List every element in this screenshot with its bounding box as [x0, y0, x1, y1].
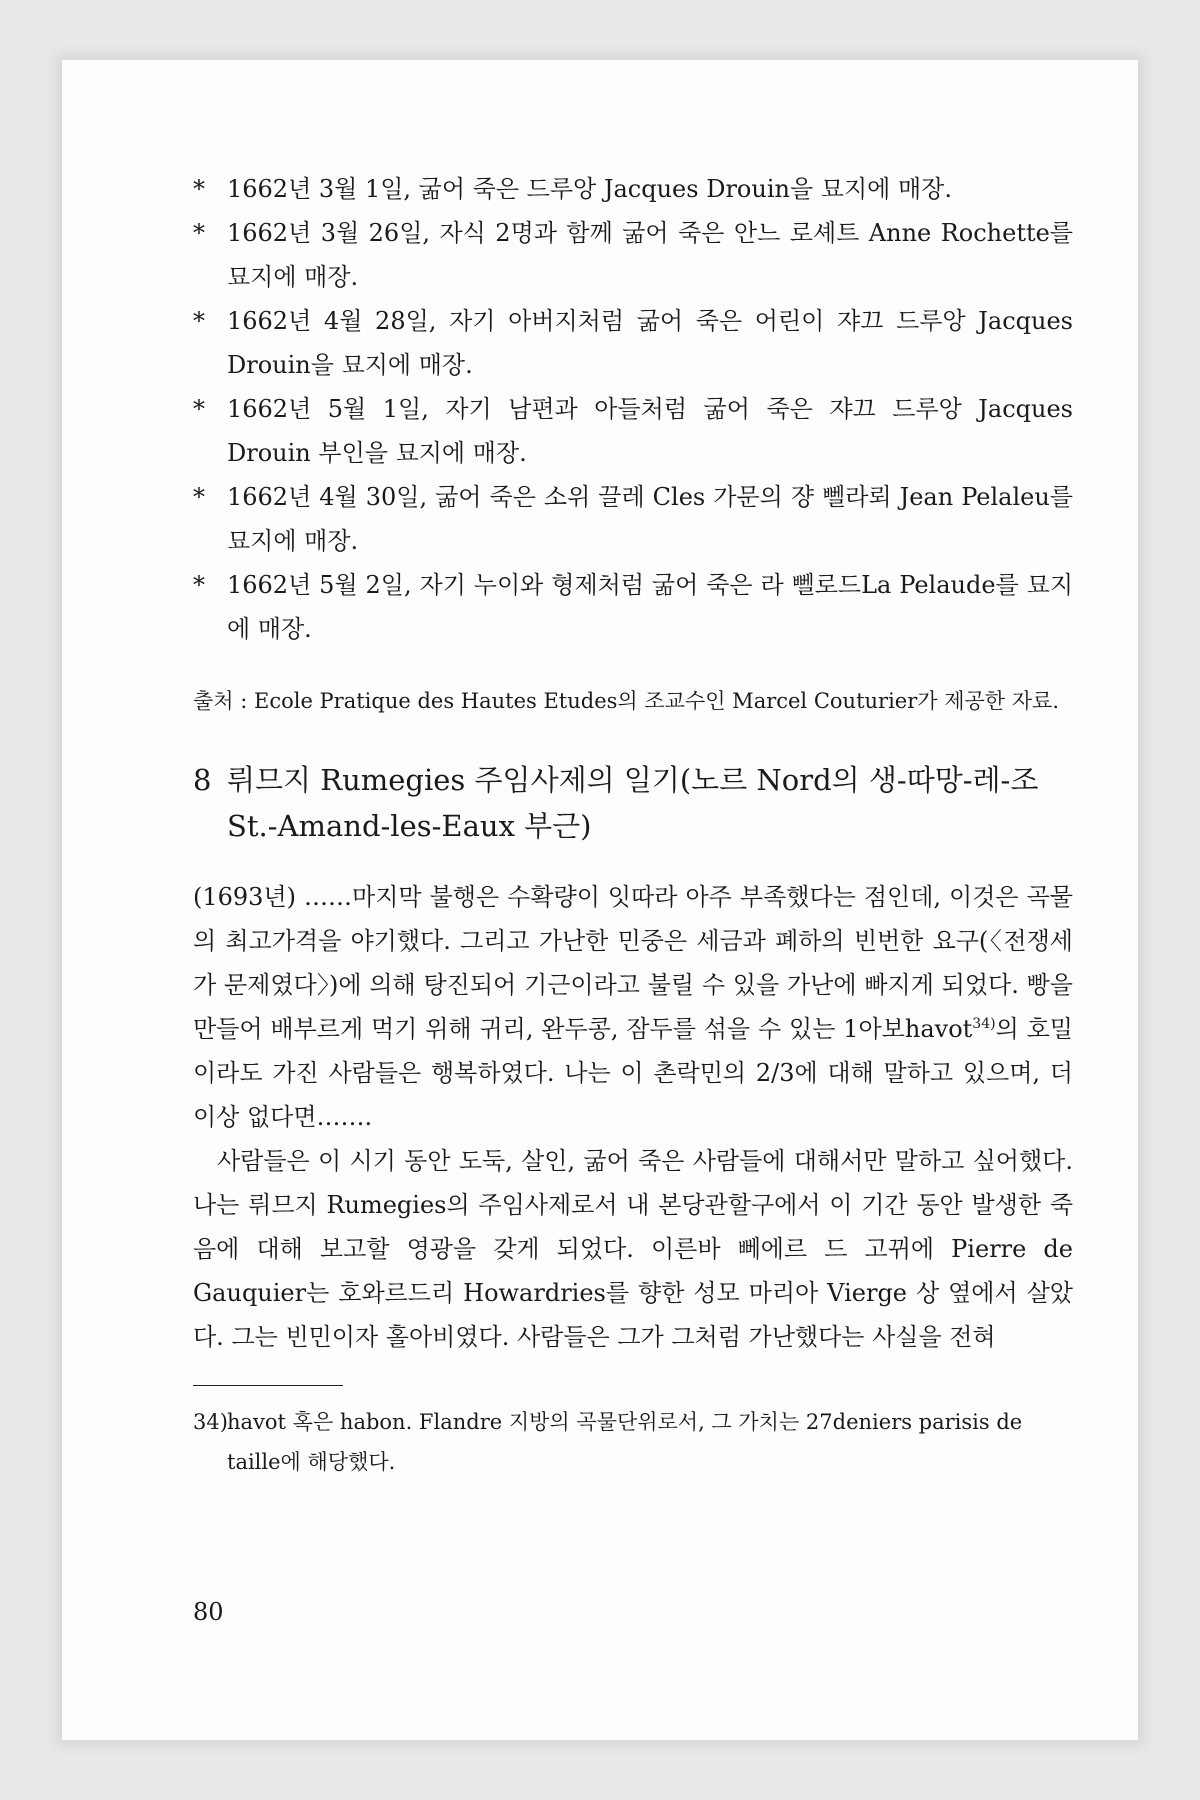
burial-record-entry: [193, 475, 1073, 563]
entry-text: 1662년 4월 30일, 굶어 죽은 소위 끌레 Cles 가문의 쟝 뻴라뢰 Jean Pelaleu를 묘지에 매장.: [227, 483, 1073, 555]
entry-text: 1662년 5월 1일, 자기 남편과 아들처럼 굶어 죽은 쟈끄 드루앙 Jacques Drouin 부인을 묘지에 매장.: [227, 395, 1073, 467]
footnote-divider: [193, 1385, 343, 1386]
page-content: [193, 167, 1073, 1482]
section-heading: [193, 757, 1073, 849]
footnote-number: 34): [193, 1410, 228, 1434]
burial-record-entry: [193, 387, 1073, 475]
entry-bullet: *: [193, 571, 205, 599]
page-number: 80: [193, 1598, 224, 1626]
entry-text: 1662년 3월 26일, 자식 2명과 함께 굶어 죽은 안느 로셰트 Anne Rochette를 묘지에 매장.: [227, 219, 1073, 291]
burial-record-list: [193, 167, 1073, 651]
paragraph-text: 의 호밀이라도 가진 사람들은 행복하였다. 나는 이 촌락민의 2/3에 대해 말하고 있으며, 더 이상 없다면…….: [193, 1015, 1073, 1131]
section-number: 8: [193, 763, 212, 797]
burial-record-entry: [193, 211, 1073, 299]
burial-record-entry: [193, 167, 1073, 211]
body-text: [193, 875, 1073, 1359]
source-note: 출처 : Ecole Pratique des Hautes Etudes의 조교수인 Marcel Couturier가 제공한 자료.: [193, 689, 1059, 713]
burial-record-entry: [193, 563, 1073, 651]
body-paragraph: 사람들은 이 시기 동안 도둑, 살인, 굶어 죽은 사람들에 대해서만 말하고 싶어했다. 나는 뤼므지 Rumegies의 주임사제로서 내 본당관할구에서 이 기간 동안 발생한 죽음에 대해 보고할 영광을 갖게 되었다. 이른바 뻬에르 드 고뀌에 Pierre de Gauquier는 호와르드리 Howardries를 향한 성모 마리아 Vierge 상 옆에서 살았다. 그는 빈민이자 홀아비였다. 사람들은 그가 그처럼 가난했다는 사실을 전혀: [193, 1147, 1073, 1351]
entry-text: 1662년 3월 1일, 굶어 죽은 드루앙 Jacques Drouin을 묘지에 매장.: [227, 175, 952, 203]
entry-text: 1662년 4월 28일, 자기 아버지처럼 굶어 죽은 어린이 쟈끄 드루앙 Jacques Drouin을 묘지에 매장.: [227, 307, 1073, 379]
entry-text: 1662년 5월 2일, 자기 누이와 형제처럼 굶어 죽은 라 뻴로드La Pelaude를 묘지에 매장.: [227, 571, 1073, 643]
entry-bullet: *: [193, 219, 205, 247]
paragraph-text: (1693년) ……마지막 불행은 수확량이 잇따라 아주 부족했다는 점인데, 이것은 곡물의 최고가격을 야기했다. 그리고 가난한 민중은 세금과 폐하의 빈번한 요구(〈전쟁세가 문제였다〉)에 의해 탕진되어 기근이라고 불릴 수 있을 가난에 빠지게 되었다. 빵을 만들어 배부르게 먹기 위해 귀리, 완두콩, 잠두를 섞을 수 있는 1아보havot: [193, 883, 1073, 1043]
body-paragraph: [193, 875, 1073, 1139]
footnote: [193, 1402, 1073, 1482]
entry-bullet: *: [193, 395, 205, 423]
footnote-reference[interactable]: 34): [972, 1016, 996, 1032]
section-title: 뤼므지 Rumegies 주임사제의 일기(노르 Nord의 생-따망-레-조 St.-Amand-les-Eaux 부근): [227, 763, 1039, 843]
entry-bullet: *: [193, 483, 205, 511]
entry-bullet: *: [193, 175, 205, 203]
burial-record-entry: [193, 299, 1073, 387]
footnote-text: havot 혹은 habon. Flandre 지방의 곡물단위로서, 그 가치는 27deniers parisis de taille에 해당했다.: [227, 1410, 1023, 1474]
entry-bullet: *: [193, 307, 205, 335]
